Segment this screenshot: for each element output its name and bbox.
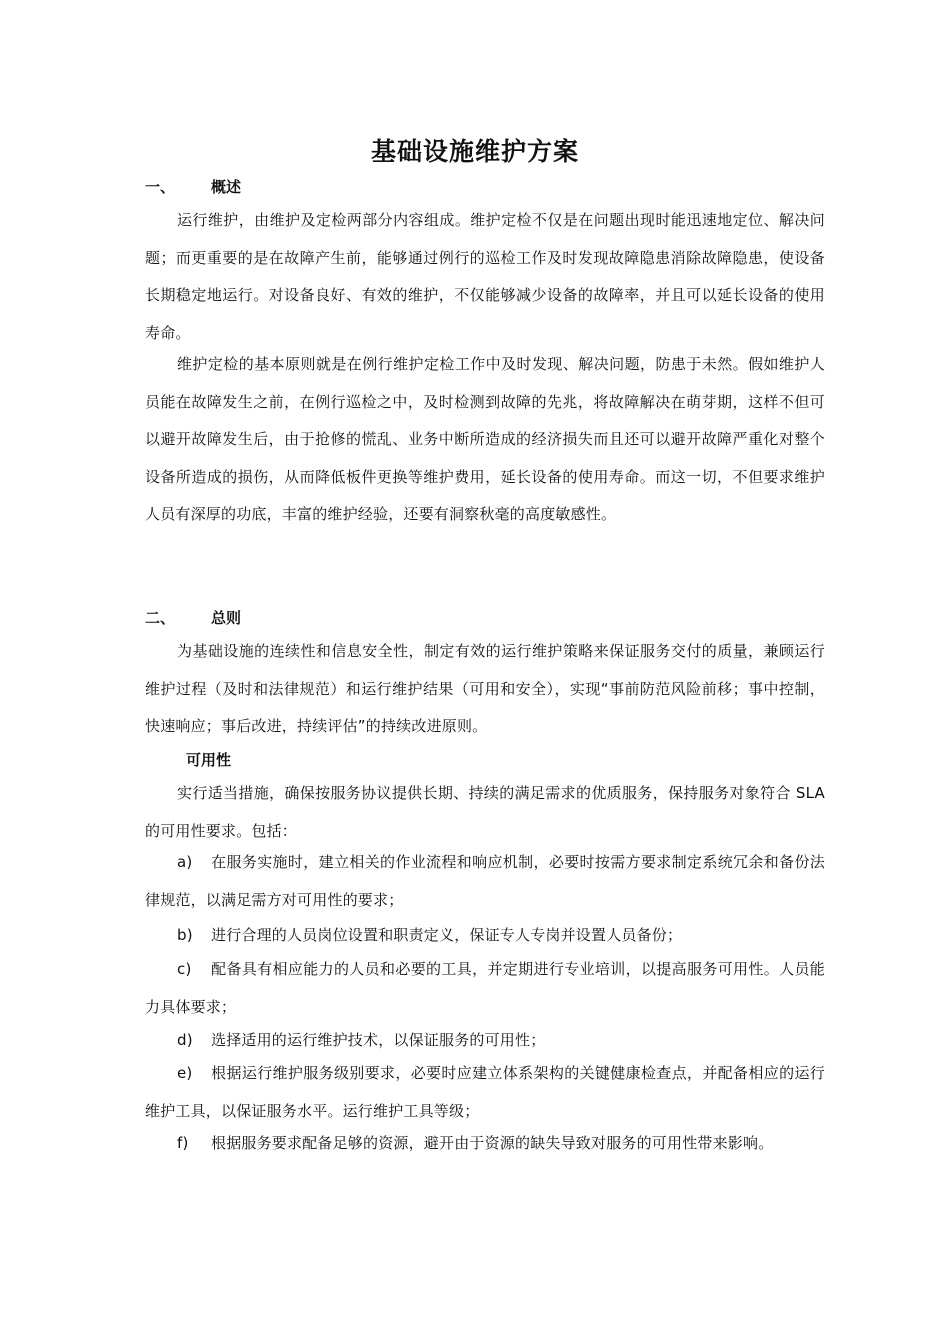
list-item [145, 1125, 825, 1163]
list-item [145, 1022, 825, 1060]
list-marker: f) [177, 1134, 189, 1152]
section-title: 概述 [211, 178, 242, 196]
paragraph: 实行适当措施，确保按服务协议提供长期、持续的满足需求的优质服务，保持服务对象符合 SLA 的可用性要求。包括： [145, 784, 825, 840]
document-title: 基础设施维护方案 [370, 137, 579, 166]
section-number: 二、 [145, 609, 176, 627]
list-item-text: 根据服务要求配备足够的资源，避开由于资源的缺失导致对服务的可用性带来影响。 [211, 1134, 774, 1152]
list-item [145, 844, 825, 919]
list-item [145, 1055, 825, 1130]
section-heading-overview [145, 176, 241, 198]
list-item [145, 917, 825, 955]
list-item-text: 配备具有相应能力的人员和必要的工具，并定期进行专业培训，以提高服务可用性。人员能力具体要求； [145, 960, 825, 1016]
list-marker: a) [177, 853, 193, 871]
list-item-text: 根据运行维护服务级别要求，必要时应建立体系架构的关键健康检查点，并配备相应的运行维护工具，以保证服务水平。运行维护工具等级； [145, 1064, 825, 1120]
paragraph: 为基础设施的连续性和信息安全性，制定有效的运行维护策略来保证服务交付的质量，兼顾运行维护过程（及时和法律规范）和运行维护结果（可用和安全），实现“事前防范风险前移；事中控制，快速响应；事后改进，持续评估”的持续改进原则。 [145, 642, 825, 736]
list-marker: d) [177, 1031, 193, 1049]
list-item-text: 选择适用的运行维护技术，以保证服务的可用性； [211, 1031, 546, 1049]
section-number: 一、 [145, 178, 176, 196]
section-heading-general [145, 607, 241, 629]
paragraph: 运行维护，由维护及定检两部分内容组成。维护定检不仅是在问题出现时能迅速地定位、解决问题；而更重要的是在故障产生前，能够通过例行的巡检工作及时发现故障隐患消除故障隐患，使设备长期稳定地运行。对设备良好、有效的维护，不仅能够减少设备的故障率，并且可以延长设备的使用寿命。 [145, 211, 825, 342]
paragraph: 维护定检的基本原则就是在例行维护定检工作中及时发现、解决问题，防患于未然。假如维护人员能在故障发生之前，在例行巡检之中，及时检测到故障的先兆，将故障解决在萌芽期，这样不但可以避开故障发生后，由于抢修的慌乱、业务中断所造成的经济损失而且还可以避开故障严重化对整个设备所造成的损伤，从而降低板件更换等维护费用，延长设备的使用寿命。而这一切，不但要求维护人员有深厚的功底，丰富的维护经验，还要有洞察秋毫的高度敏感性。 [145, 355, 825, 524]
section-title: 总则 [211, 609, 242, 627]
list-marker: e) [177, 1064, 193, 1082]
subsection-heading-availability: 可用性 [186, 751, 232, 769]
list-marker: b) [177, 926, 193, 944]
list-marker: c) [177, 960, 192, 978]
list-item-text: 在服务实施时，建立相关的作业流程和响应机制，必要时按需方要求制定系统冗余和备份法律规范，以满足需方对可用性的要求； [145, 853, 825, 909]
list-item [145, 951, 825, 1026]
list-item-text: 进行合理的人员岗位设置和职责定义，保证专人专岗并设置人员备份； [211, 926, 683, 944]
